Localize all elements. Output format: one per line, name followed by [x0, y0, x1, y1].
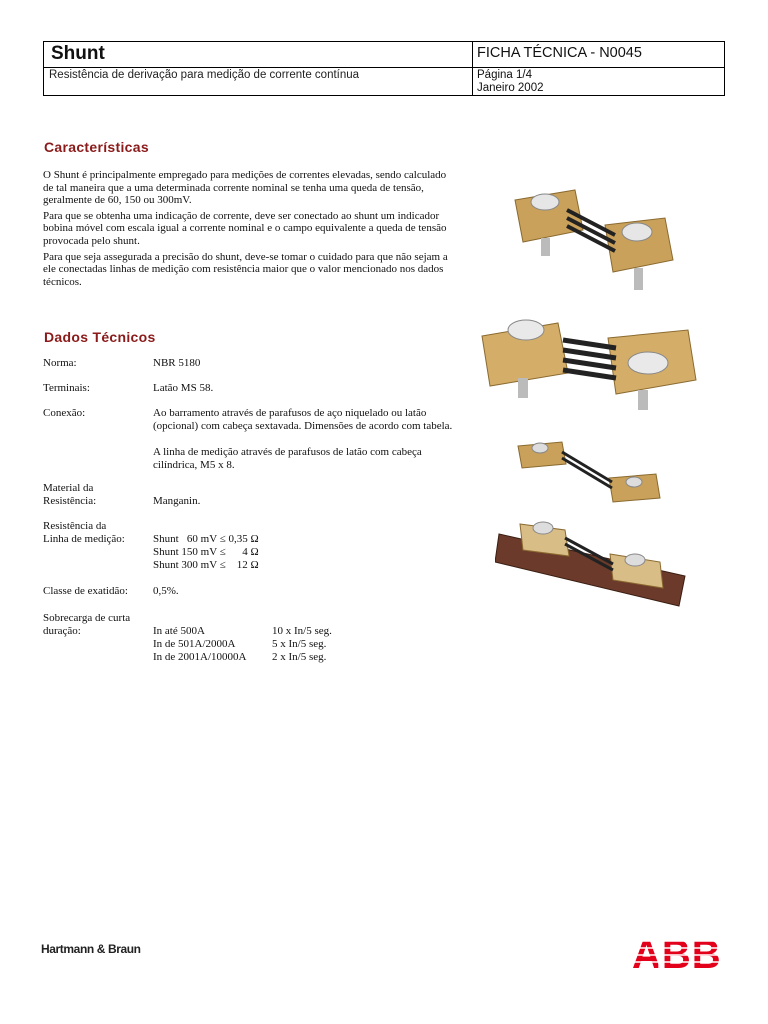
material-value: Manganin.	[153, 495, 201, 507]
conexao-value-1: Ao barramento através de parafusos de aço niquelado ou latão (opcional) com cabeça sextavada. Dimensões de acordo com tabela.	[153, 407, 453, 432]
material-label-2: Resistência:	[43, 495, 97, 507]
resistencia-label-1: Resistência da	[43, 520, 107, 532]
doc-id: FICHA TÉCNICA - N0045	[477, 45, 642, 61]
sobrecarga-range: In até 500A	[153, 625, 205, 637]
doc-subtitle: Resistência de derivação para medição de corrente contínua	[49, 69, 360, 81]
sobrecarga-range: In de 501A/2000A	[153, 638, 236, 650]
conexao-label: Conexão:	[43, 407, 86, 419]
sobrecarga-label-2: duração:	[43, 625, 81, 637]
sobrecarga-range: In de 2001A/10000A	[153, 651, 247, 663]
terminais-value: Latão MS 58.	[153, 382, 214, 394]
page-number: Página 1/4	[477, 69, 532, 81]
conexao-value-2: A linha de medição através de parafusos de latão com cabeça cilíndrica, M5 x 8.	[153, 446, 422, 471]
norma-label: Norma:	[43, 357, 77, 369]
section-title-caracteristicas: Características	[44, 139, 149, 155]
shunt-photo-1	[505, 180, 695, 300]
shunt-photo-4	[495, 514, 695, 614]
classe-label: Classe de exatidão:	[43, 585, 128, 597]
header-divider-horizontal	[44, 67, 724, 68]
resistencia-label-2: Linha de medição:	[43, 533, 125, 545]
sobrecarga-value: 5 x In/5 seg.	[272, 638, 327, 650]
sobrecarga-label-1: Sobrecarga de curta	[43, 612, 131, 624]
caracteristicas-text	[43, 169, 458, 291]
hartmann-braun-logo: Hartmann & Braun	[41, 942, 141, 956]
terminais-label: Terminais:	[43, 382, 90, 394]
shunt-photo-2	[478, 308, 698, 413]
resistencia-value: Shunt 300 mV ≤ 12 Ω	[153, 559, 259, 571]
header-table	[43, 41, 725, 96]
norma-value: NBR 5180	[153, 357, 201, 369]
material-label-1: Material da	[43, 482, 94, 494]
classe-value: 0,5%.	[153, 585, 179, 597]
paragraph: O Shunt é principalmente empregado para medições de correntes elevadas, sendo calculado de tal maneira que a uma determinada corrente nominal se tenha uma queda de tensão, geralmente de 60, 150 ou 300mV.	[43, 169, 447, 207]
resistencia-value: Shunt 60 mV ≤ 0,35 Ω	[153, 533, 259, 545]
shunt-photo-3	[514, 438, 664, 513]
doc-title: Shunt	[51, 43, 105, 64]
abb-logo-text: ABB	[632, 933, 722, 972]
sobrecarga-value: 2 x In/5 seg.	[272, 651, 327, 663]
header-divider-vertical	[472, 42, 473, 95]
sobrecarga-value: 10 x In/5 seg.	[272, 625, 332, 637]
doc-date: Janeiro 2002	[477, 82, 544, 94]
resistencia-value: Shunt 150 mV ≤ 4 Ω	[153, 546, 259, 558]
paragraph: Para que se obtenha uma indicação de corrente, deve ser conectado ao shunt um indicador bobina móvel com escala igual a corrente nominal e o campo equivalente a queda de tensão provocada pelo shunt.	[43, 209, 447, 247]
section-title-dados-tecnicos: Dados Técnicos	[44, 329, 156, 345]
abb-logo	[632, 932, 726, 972]
paragraph: Para que seja assegurada a precisão do shunt, deve-se tomar o cuidado para que não sejam a ele conectadas linhas de medição com resistência maior que o valor mencionado nos dados técnicos.	[43, 250, 448, 288]
